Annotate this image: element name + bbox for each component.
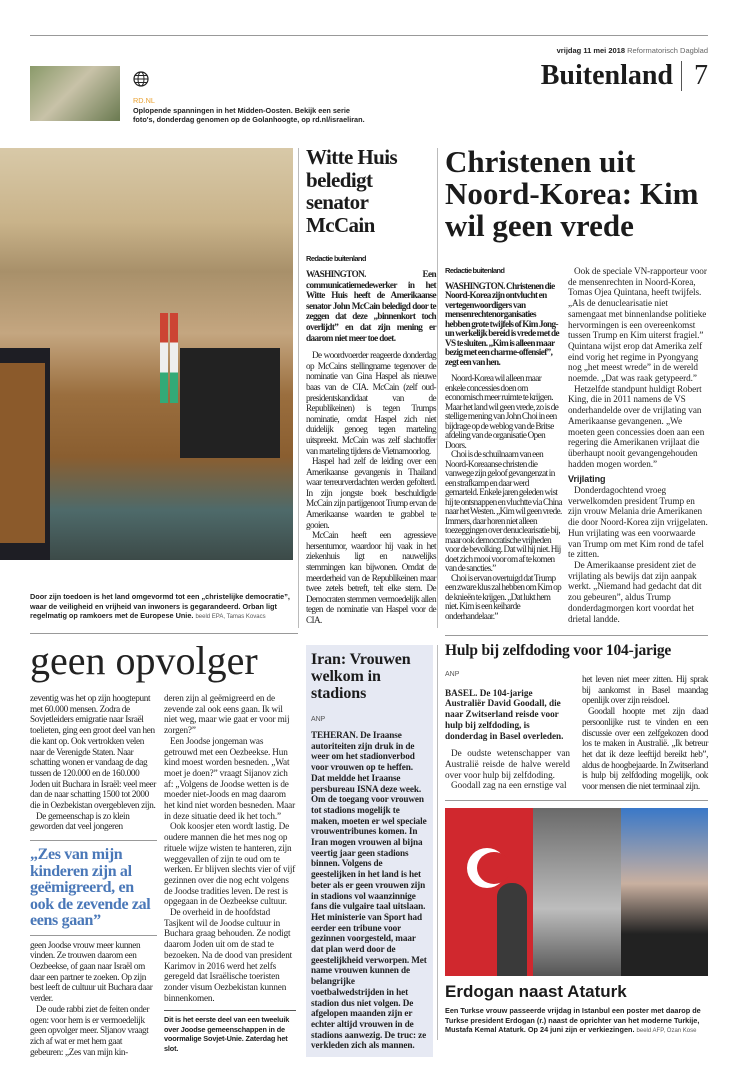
quote-rule — [30, 935, 157, 936]
top-rule — [30, 35, 708, 36]
column-divider — [437, 645, 438, 1040]
photo-caption — [445, 1006, 710, 1037]
goodall-col-1 — [445, 670, 570, 791]
note-rule — [164, 1010, 296, 1011]
teaser-label: RD.NL — [133, 96, 155, 105]
goodall-col-2 — [582, 674, 708, 792]
paragraph: Choi is ervan overtuigd dat Trump een zware klus zal hebben om Kim op de knieën te krijgen. „Dat lukt hem niet. Kim is een keiharde onderhandelaar.” — [445, 572, 562, 621]
photo-credit: beeld AFP, Ozan Kose — [636, 1028, 697, 1034]
paragraph: De woordvoerder reageerde donderdag op McCains stellingname tegenover de nominatie van Gina Haspel als nieuwe baas van de CIA. McCain (zelf oud-presidentskandidaat van de Republikeinen) is tegen Trumps nominatie, omdat Haspel zich niet duidelijk genoeg tegen marteling uitspreekt. McCain was zelf slachtoffer van marteling tijdens de Vietnamoorlog. — [306, 350, 436, 456]
lede: WASHINGTON. Christenen die Noord-Korea zijn ontvlucht en vertegenwoordigers van mensenrechtenorganisaties hebben grote twijfels of Kim Jong-un werkelijk bereid is vrede met de VS te sluiten. „Kim is alleen maar bezig met een charme-offensief”, zegt een van hen. — [445, 280, 559, 367]
photo-headline: Erdogan naast Ataturk — [445, 982, 627, 1001]
globe-icon — [133, 71, 149, 87]
dateline — [557, 46, 708, 55]
ministers-group — [180, 348, 280, 458]
quote-rule — [30, 840, 157, 841]
headline: Hulp bij zelfdoding voor 104-jarige — [445, 642, 672, 659]
page-number: 7 — [694, 60, 708, 91]
paragraph: geen Joodse vrouw meer kunnen vinden. Ze trouwen daarom een Oezbeekse, of gaan naar Israël om daar een partner te zoeken. Op zijn best leeft de cultuur uit Buchara daar verder. — [30, 939, 153, 1004]
caption-text: Door zijn toedoen is het land omgevormd tot een „christelijke democratie”, waar de veiligheid en vrijheid van inwoners is gegarandeerd. Orban ligt regelmatig op ramkoers met de Europese Unie. — [30, 592, 290, 620]
paragraph: De oudste wetenschapper van Australië reisde de halve wereld over voor hulp bij zelfdoding. — [445, 748, 570, 780]
korea-col-1 — [445, 266, 562, 621]
paragraph: De Amerikaanse president ziet de vrijlating als bewijs dat zijn aanpak werkt. „Niemand had gedacht dat dit zou gebeuren”, aldus Trump donderdagmorgen kort voordat het drietal landde. — [568, 559, 702, 624]
subheading: Vrijlating — [568, 474, 606, 485]
ataturk-portrait — [533, 808, 621, 976]
photo-credit: beeld EPA, Tamas Kovacs — [195, 614, 266, 620]
pull-quote: „Zes van mijn kinderen zijn al geëmigreerd, en ook de zevende zal eens gaan” — [30, 846, 151, 930]
divider — [681, 61, 682, 91]
paper-name: Reformatorisch Dagblad — [627, 46, 708, 55]
column-divider — [298, 148, 299, 628]
erdogan-portrait — [621, 808, 708, 976]
column-divider — [437, 148, 438, 628]
headline: geen opvolger — [30, 638, 258, 683]
headline: Witte Huis beledigt senator McCain — [306, 145, 398, 237]
paragraph: Haspel had zelf de leiding over een Amerikaanse gevangenis in Thailand waar terreurverdachten werden gefolterd. In zijn jongste boek beschuldigde McCain zijn partijgenoot Trump ervan de Amerikaanse waarden te grabbel te gooien. — [306, 456, 436, 530]
byline: Redactie buitenland — [306, 254, 366, 263]
erdogan-photo — [445, 808, 708, 976]
paragraph: Goodall hoopte met zijn daad persoonlijke rust te vinden en een discussie over een zelfgekozen dood los te maken in Australië. „Ik betreur het dat ik deze leeftijd bereikt heb”, aldus de hoogbejaarde. In Zwitserland is hulp bij zelfdoding mogelijk, ook voor mensen die niet terminaal zijn. — [582, 706, 708, 792]
byline: Redactie buitenland — [445, 266, 505, 275]
article-text: TEHERAN. De Iraanse autoriteiten zijn druk in de weer om het stadionverbod voor vrouwen op te heffen. Dat meldde het Iraanse persbureau ISNA deze week. Om de toegang voor vrouwen tot stadions mogelijk te maken, moeten er wel speciale vrouwentribunes komen. In Iran mogen vrouwen al bijna veertig jaar geen stadions binnen. Volgens de geestelijken in het land is het beter als er geen vrouwen zijn in stadions vol waanzinnige fans die vulgaire taal uitslaan. Het ministerie van Sport had eerder een tribune voor gezinnen voorgesteld, maar dat plan werd door de geestelijkheid verworpen. Met name vrouwen kunnen de belangrijke voetbalwedstrijden in het stadion dus niet volgen. De afgelopen maanden zijn er echter altijd vrouwen in de stadions aanwezig. De truc: ze verkleden zich als mannen. — [311, 730, 427, 1051]
bukhara-col-2 — [164, 693, 296, 1053]
paragraph: Een Joodse jongeman was getrouwd met een Oezbeekse. Hun kind moest worden besneden. „Wat moet je doen?” vraagt Sijanov zich af: „Volgens de Joodse wetten is de moeder niet-Joods en mag daarom het kind niet worden besneden. Maar in deze situatie deed ik het toch.” — [164, 735, 295, 821]
bukhara-col-1 — [30, 693, 157, 1057]
article-mccain — [306, 146, 436, 626]
paragraph: Goodall zag na een ernstige val — [451, 780, 567, 791]
teaser-photo[interactable] — [30, 66, 120, 121]
hungarian-flag — [160, 313, 168, 403]
agency: ANP — [445, 671, 460, 678]
lectern — [0, 363, 45, 543]
paragraph: het leven niet meer zitten. Hij sprak bij aankomst in Basel maandag openlijk over zijn reisdoel. — [582, 674, 708, 706]
paragraph: Donderdagochtend vroeg verwelkomden president Trump en zijn vrouw Melania drie Amerikanen die door Noord-Korea zijn vrijgelaten. Hun vrijlating was een voorwaarde van Trump om met Kim rond de tafel te zitten. — [568, 485, 708, 560]
section-rule — [30, 633, 298, 634]
headline: Christenen uit Noord-Korea: Kim wil geen vrede — [445, 144, 699, 243]
woman-figure — [497, 883, 527, 976]
teaser-text: Oplopende spanningen in het Midden-Oosten. Bekijk een serie foto's, donderdag genomen op de Golanhoogte, op rd.nl/israeliran. — [133, 105, 365, 124]
hungarian-flag — [170, 313, 178, 403]
lede: WASHINGTON. Een communicatiemedewerker in het Witte Huis heeft de Amerikaanse senator John McCain beledigd door te zeggen dat deze „binnenkort toch overlijdt” en dat zijn mening er daarom niet meer toe doet. — [306, 269, 436, 343]
paragraph: zeventig was het op zijn hoogtepunt met 60.000 mensen. Zodra de Sovjetleiders emigratie naar Israël toelieten, ging een groot deel van hen die kant op. Ook vertrokken velen naar de Verenigde Staten. Naar schatting wonen er vandaag de dag tussen de 120.000 en de 160.000 Joden uit Buchara in Israël: veel meer dan de naar schatting 1500 tot 2000 die in Oezbekistan overgebleven zijn. — [30, 693, 156, 811]
lede: BASEL. De 104-jarige Australiër David Goodall, die naar Zwitserland reisde voor hulp bij zelfdoding, is donderdag in Basel overleden. — [445, 687, 564, 741]
headline: Iran: Vrouwen welkom in stadions — [311, 651, 411, 702]
paragraph: De overheid in de hoofdstad Tasjkent wil de Joodse cultuur in Buchara graag behouden. Ze nodigt daarom Joden uit om de stad te bezoeken. Na de dood van president Karimov in 2016 werd het zelfs geregeld dat Israëlische toeristen zonder visum Oezbekistan kunnen binnenkomen. — [164, 907, 293, 1003]
teaser[interactable] — [133, 96, 373, 125]
paragraph: De oude rabbi ziet de feiten onder ogen: voor hem is er vermoedelijk geen opvolger meer. Sljanov vraagt zich af wat er met hem gaat gebeuren: „Zes van mijn kin- — [30, 1003, 150, 1057]
article-korea — [445, 146, 710, 242]
paragraph: Ook koosjer eten wordt lastig. De oudere mannen die het mes nog op rituele wijze wisten te hanteren, zijn weggevallen of zijn te oud om te werken. Er blijven slechts vier of vijf gezinnen over die nog echt volgens de Joodse tradities leven. De rest is opgegaan in de Oezbeekse cultuur. — [164, 821, 296, 907]
agency: ANP — [311, 716, 326, 723]
section-title: Buitenland — [540, 60, 673, 91]
date: vrijdag 11 mei 2018 — [556, 46, 626, 55]
paragraph: McCain heeft een agressieve hersentumor, waardoor hij vaak in het ziekenhuis ligt en nauwelijks stemmingen kan bijwonen. Omdat de meerderheid van de Republikeinen maar twee zetels betreft, telt elke stem. De Democraten stemmen vermoedelijk allen tegen de nominatie van Haspel voor de CIA. — [306, 530, 436, 625]
section-header — [541, 60, 708, 92]
series-note: Dit is het eerste deel van een tweeluik over Joodse gemeenschappen in de voormalige Sovjet-Unie. Zaterdag het slot. — [164, 1015, 290, 1053]
photo-caption — [30, 592, 292, 623]
section-rule — [445, 635, 708, 636]
paragraph: Hetzelfde standpunt huldigt Robert King, die in 2011 namens de VS onderhandelde over de vrijlating van Amerikaanse gevangenen. „We moeten geen concessies doen aan een regering die Amerikanen vrijlaat die überhaupt nooit gevangengehouden hadden mogen worden.” — [568, 383, 705, 469]
paragraph: Noord-Korea wil alleen maar enkele concessies doen om economisch meer ruimte te krijgen. Maar het land wil geen vrede, zo is de stellige mening van John Choi in een bijdrage op de weblog van de Britse afdeling van de organisatie Open Doors. — [445, 373, 559, 450]
paragraph: Ook de speciale VN-rapporteur voor de mensenrechten in Noord-Korea, Tomas Ojea Quintana, heeft twijfels. „Als de denuclearisatie niet samengaat met binnenlandse politieke hervormingen is een overeenkomst tussen Trump en Kim uiterst fragiel.” Quintana wijst erop dat Amerika zelf eind vorig het regime in Pyongyang nog „het meest wrede” in de wereld noemde. „Dat was raak getypeerd.” — [568, 266, 707, 384]
paragraph: De gemeenschap is zo klein geworden dat veel jongeren — [30, 810, 130, 832]
article-iran — [306, 645, 433, 1057]
section-rule — [445, 800, 708, 801]
parliament-photo — [0, 148, 293, 560]
paragraph: Choi is de schuilnaam van een Noord-Koreaanse christen die vanwege zijn geloof gevangenzat in een strafkamp en daar werd gemarteld. Enkele jaren geleden wist hij te ontsnappen en vluchtte via China naar het Westen. „Kim wil geen vrede. Immers, daar horen niet alleen toezeggingen over denuclearisatie bij, maar ook democratische vrijheden voor de bevolking. Dat wil hij niet. Hij doet zich mooi voor om af te komen van de sancties.” — [445, 449, 562, 573]
korea-col-2 — [568, 266, 708, 624]
paragraph: deren zijn al geëmigreerd en de zevende zal ook eens gaan. Ik wil niet weg, maar wie gaat er voor mij zorgen?” — [164, 693, 290, 736]
caption-text: Een Turkse vrouw passeerde vrijdag in Istanbul een poster met daarop de Turkse president Erdogan (r.) naast de oprichter van het moderne Turkije, Mustafa Kemal Ataturk. Op 24 juni zijn er verkiezingen. — [445, 1006, 701, 1034]
